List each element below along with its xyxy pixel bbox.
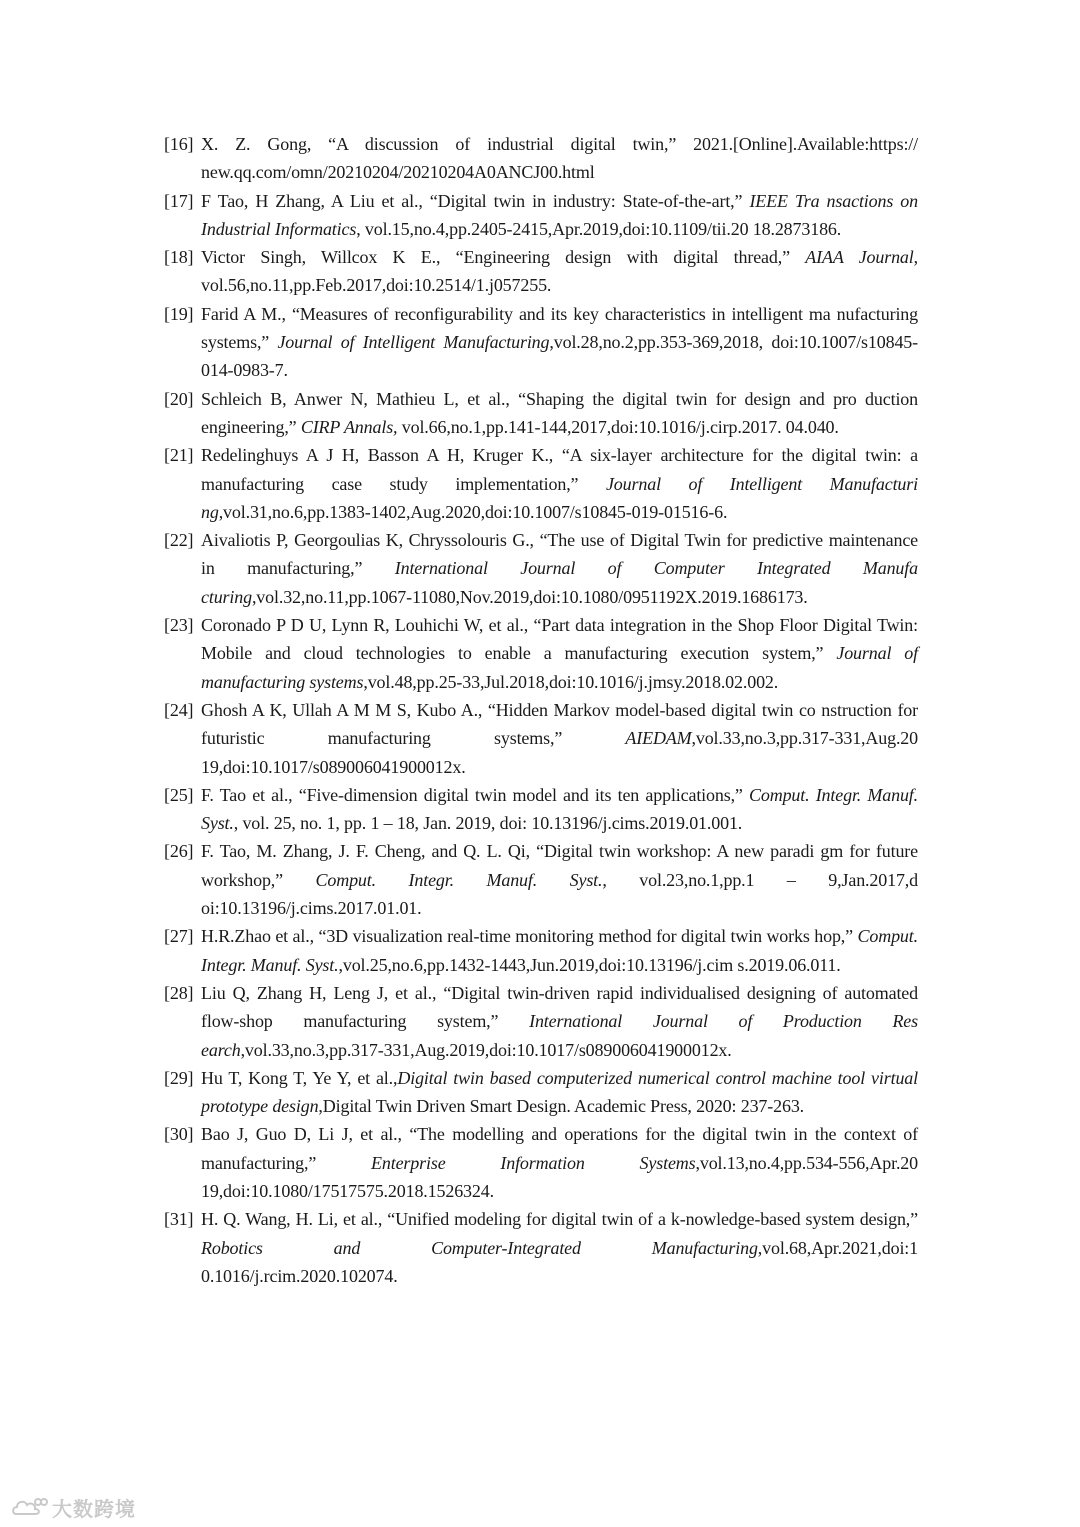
- reference-item: [164, 130, 918, 187]
- watermark-text: 大数跨境: [52, 1496, 136, 1521]
- reference-number: [21]: [164, 445, 194, 466]
- reference-journal: Comput. Integr. Manuf. Syst.: [201, 784, 918, 834]
- reference-item: [164, 385, 918, 442]
- reference-text: X. Z. Gong, “A discussion of industrial digital twin,” 2021.[Online].Available:https:// new.qq.com/omn/20210204/20210204A0ANCJ00.html: [201, 134, 918, 183]
- reference-text: F. Tao et al., “Five-dimension digital twin model and its ten applications,”: [201, 784, 750, 805]
- reference-details: ,vol.31,no.6,pp.1383-1402,Aug.2020,doi:10.1007/s10845-019-01516-6.: [218, 501, 728, 522]
- reference-number: [17]: [164, 190, 194, 211]
- reference-details: ,vol.33,no.3,pp.317-331,Aug.20 19,doi:10.1017/s089006041900012x.: [201, 728, 918, 777]
- reference-details: ,vol.28,no.2,pp.353-369,2018, doi:10.1007/s10845-014-0983-7.: [201, 332, 918, 381]
- reference-details: , vol.15,no.4,pp.2405-2415,Apr.2019,doi:10.1109/tii.20 18.2873186.: [356, 218, 842, 239]
- reference-details: ,Digital Twin Driven Smart Design. Academic Press, 2020: 237-263.: [318, 1096, 805, 1117]
- reference-number: [18]: [164, 247, 194, 268]
- reference-journal: AIEDAM: [625, 728, 692, 749]
- reference-journal: Digital twin based computerized numerical control machine tool virtual prototype design: [201, 1067, 918, 1117]
- reference-text: Redelinghuys A J H, Basson A H, Kruger K., “A six-layer architecture for the digital twin: a manufacturing case study implementation,”: [201, 445, 918, 494]
- reference-details: , vol. 25, no. 1, pp. 1 ‒ 18, Jan. 2019, doi: 10.13196/j.cims.2019.01.001.: [233, 813, 743, 834]
- reference-journal: Journal of Intelligent Manufacturing: [277, 332, 550, 353]
- reference-details: ,vol.25,no.6,pp.1432-1443,Jun.2019,doi:10.13196/j.cim s.2019.06.011.: [338, 954, 841, 975]
- reference-number: [27]: [164, 926, 194, 947]
- reference-item: [164, 1120, 918, 1205]
- reference-number: [22]: [164, 530, 194, 551]
- reference-journal: Robotics and Computer-Integrated Manufacturing: [201, 1237, 758, 1258]
- reference-item: [164, 837, 918, 922]
- reference-number: [24]: [164, 699, 194, 720]
- reference-item: [164, 1205, 918, 1290]
- reference-journal: Comput. Integr. Manuf. Syst.: [315, 869, 603, 890]
- reference-journal: IEEE Tra nsactions on Industrial Informatics: [201, 190, 918, 239]
- cloud-logo-icon: [10, 1494, 48, 1520]
- reference-details: ,vol.48,pp.25-33,Jul.2018,doi:10.1016/j.jmsy.2018.02.002.: [363, 671, 779, 692]
- reference-item: [164, 781, 918, 838]
- reference-text: Schleich B, Anwer N, Mathieu L, et al., “Shaping the digital twin for design and pro duction engineering,”: [201, 388, 918, 437]
- reference-item: [164, 922, 918, 979]
- reference-journal: Journal of manufacturing systems: [201, 643, 918, 692]
- reference-item: [164, 526, 918, 611]
- reference-text: Coronado P D U, Lynn R, Louhichi W, et al., “Part data integration in the Shop Floor Digital Twin: Mobile and cloud technologies to enable a manufacturing execution system,”: [201, 615, 918, 664]
- reference-number: [26]: [164, 841, 194, 862]
- reference-details: vol.66,no.1,pp.141-144,2017,doi:10.1016/j.cirp.2017. 04.040.: [397, 416, 839, 437]
- reference-text: Liu Q, Zhang H, Leng J, et al., “Digital twin-driven rapid individualised designing of automated flow-shop manufacturing system,”: [201, 982, 918, 1032]
- reference-number: [19]: [164, 303, 194, 324]
- reference-item: [164, 1064, 918, 1121]
- reference-journal: Journal of Intelligent Manufacturi ng: [201, 473, 918, 522]
- reference-details: ,vol.32,no.11,pp.1067-11080,Nov.2019,doi:10.1080/0951192X.2019.1686173.: [251, 586, 808, 607]
- watermark: [10, 1492, 136, 1522]
- reference-details: ,vol.68,Apr.2021,doi:1 0.1016/j.rcim.2020.102074.: [201, 1237, 918, 1286]
- reference-item: [164, 187, 918, 244]
- reference-number: [28]: [164, 982, 194, 1003]
- reference-item: [164, 979, 918, 1064]
- reference-item: [164, 441, 918, 526]
- reference-item: [164, 300, 918, 385]
- reference-details: , vol.23,no.1,pp.1 ‒ 9,Jan.2017,d oi:10.13196/j.cims.2017.01.01.: [201, 869, 918, 919]
- reference-text: H.R.Zhao et al., “3D visualization real-time monitoring method for digital twin works hop,”: [201, 926, 858, 947]
- reference-number: [23]: [164, 615, 194, 636]
- reference-text: Aivaliotis P, Georgoulias K, Chryssolouris G., “The use of Digital Twin for predictive maintenance in manufacturing,”: [201, 530, 918, 579]
- reference-number: [29]: [164, 1067, 194, 1088]
- reference-number: [25]: [164, 784, 194, 805]
- reference-item: [164, 243, 918, 300]
- reference-list: [164, 130, 918, 1290]
- reference-journal: AIAA Journal: [805, 247, 914, 268]
- reference-journal: International Journal of Computer Integrated Manufa cturing: [201, 558, 918, 607]
- reference-text: Victor Singh, Willcox K E., “Engineering design with digital thread,”: [201, 247, 806, 268]
- reference-number: [31]: [164, 1209, 194, 1230]
- reference-number: [20]: [164, 388, 194, 409]
- reference-text: Hu T, Kong T, Ye Y, et al.,: [201, 1067, 398, 1088]
- reference-text: Farid A M., “Measures of reconfigurability and its key characteristics in intelligent ma nufacturing systems,”: [201, 303, 918, 353]
- reference-text: F Tao, H Zhang, A Liu et al., “Digital twin in industry: State-of-the-art,”: [201, 190, 750, 211]
- reference-journal: Enterprise Information Systems: [371, 1152, 696, 1173]
- reference-item: [164, 696, 918, 781]
- reference-text: Bao J, Guo D, Li J, et al., “The modelling and operations for the digital twin in the context of manufacturing,”: [201, 1124, 918, 1173]
- reference-number: [16]: [164, 134, 194, 154]
- reference-text: Ghosh A K, Ullah A M M S, Kubo A., “Hidden Markov model-based digital twin co nstruction for futuristic manufacturing systems,”: [201, 699, 918, 749]
- reference-details: ,vol.13,no.4,pp.534-556,Apr.20 19,doi:10.1080/17517575.2018.1526324.: [201, 1152, 918, 1201]
- reference-number: [30]: [164, 1124, 194, 1145]
- reference-text: H. Q. Wang, H. Li, et al., “Unified modeling for digital twin of a k-nowledge-based system design,”: [201, 1209, 918, 1230]
- reference-item: [164, 611, 918, 696]
- reference-journal: CIRP Annals,: [300, 416, 398, 437]
- reference-journal: International Journal of Production Res earch: [201, 1011, 919, 1060]
- reference-details: , vol.56,no.11,pp.Feb.2017,doi:10.2514/1.j057255.: [201, 247, 918, 296]
- reference-details: ,vol.33,no.3,pp.317-331,Aug.2019,doi:10.1017/s089006041900012x.: [240, 1039, 732, 1060]
- reference-journal: Comput. Integr. Manuf. Syst.: [201, 926, 918, 975]
- reference-text: F. Tao, M. Zhang, J. F. Cheng, and Q. L. Qi, “Digital twin workshop: A new paradi gm for future workshop,”: [201, 841, 918, 890]
